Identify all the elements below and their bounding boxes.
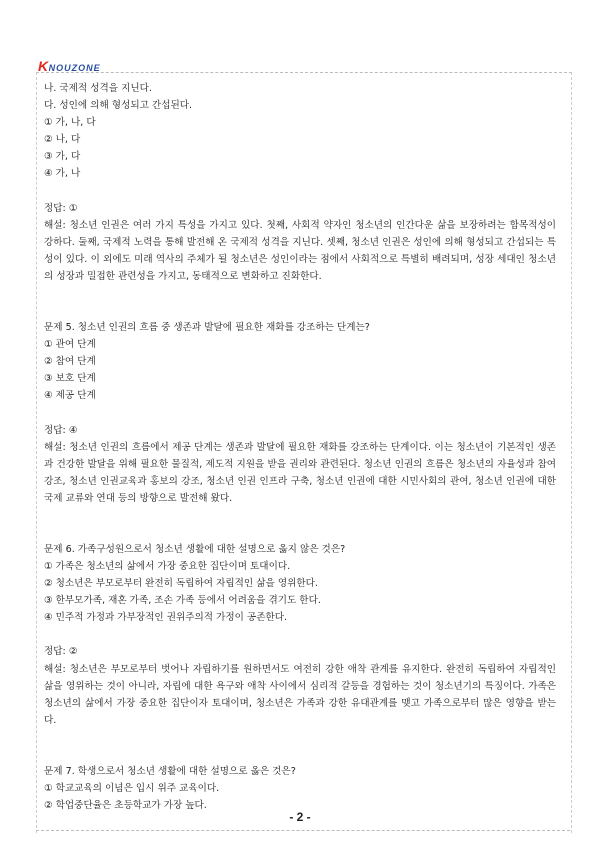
q6-question: 문제 6. 가족구성원으로서 청소년 생활에 대한 설명으로 옳지 않은 것은? — [44, 543, 346, 555]
q5-option-2: ② 참여 단계 — [44, 356, 96, 368]
logo-k: K — [38, 58, 49, 74]
q5-explanation: 해설: 청소년 인권의 흐름에서 제공 단계는 생존과 발달에 필요한 재화를 강조하는 단계이다. 이는 청소년이 기본적인 생존과 건강한 발달을 위해 필요한 물질적, 제도적 지원을 받을 권리와 관련된다. 청소년 인권의 흐름은 청소년의 자율성과 참여 강조, 청소년 인권교육과 홍보의 강조, 청소년 인권 인프라 구축, 청소년 인권에 대한 시민사회의 관여, 청소년 인권에 대한 국제 교류와 연대 등의 방향으로 발전해 왔다. — [44, 441, 556, 504]
q4-explanation: 해설: 청소년 인권은 여러 가지 특성을 가지고 있다. 첫째, 사회적 약자인 청소년의 인간다운 삶을 보장하려는 합목적성이 강하다. 둘째, 국제적 노력을 통해 발전해 온 국제적 성격을 지닌다. 셋째, 청소년 인권은 성인에 의해 형성되고 간섭되는 특성이 있다. 이 외에도 미래 역사의 주체가 될 청소년은 성인이라는 점에서 사회적으로 특별히 배려되며, 성장 세대인 청소년의 성장과 밀접한 관련성을 가지고, 동태적으로 변화하고 진화한다. — [44, 219, 556, 282]
q4-answer: 정답: ① — [44, 202, 78, 214]
q4-option-4: ④ 가, 나 — [44, 168, 81, 180]
logo-text: NOUZONE — [48, 63, 101, 73]
q6-option-3: ③ 한부모가족, 재혼 가족, 조손 가족 등에서 어려움을 겪기도 한다. — [44, 595, 321, 607]
q4-option-1: ① 가, 나, 다 — [44, 117, 96, 129]
q6-answer: 정답: ② — [44, 646, 78, 658]
q6-option-1: ① 가족은 청소년의 삶에서 가장 중요한 집단이며 토대이다. — [44, 561, 291, 573]
header-logo — [38, 56, 101, 72]
q5-option-1: ① 관여 단계 — [44, 339, 96, 351]
q4-option-2: ② 나, 다 — [44, 134, 81, 146]
q6-option-4: ④ 민주적 가정과 가부장적인 권위주의적 가정이 공존한다. — [44, 612, 288, 624]
q4-option-3: ③ 가, 다 — [44, 151, 81, 163]
q6-explanation: 해설: 청소년은 부모로부터 벗어나 자립하기를 원하면서도 여전히 강한 애착 관계를 유지한다. 완전히 독립하여 자립적인 삶을 영위하는 것이 아니라, 자립에 대한 욕구와 애착 사이에서 심리적 갈등을 경험하는 것이 청소년기의 특징이다. 가족은 청소년의 삶에서 가장 중요한 집단이자 토대이며, 청소년은 가족과 강한 유대관계를 맺고 가족으로부터 많은 영향을 받는다. — [44, 663, 556, 726]
q5-option-4: ④ 제공 단계 — [44, 390, 96, 402]
document-body — [44, 80, 556, 814]
q7-option-1: ① 학교교육의 이념은 입시 위주 교육이다. — [44, 783, 220, 794]
q4-item-na: 나. 국제적 성격을 지닌다. — [44, 83, 152, 94]
q5-question: 문제 5. 청소년 인권의 흐름 중 생존과 발달에 필요한 재화를 강조하는 단계는? — [44, 322, 370, 334]
q5-option-3: ③ 보호 단계 — [44, 373, 96, 385]
q7-option-2: ② 학업중단율은 초등학교가 가장 높다. — [44, 800, 207, 812]
q5-answer: 정답: ④ — [44, 424, 78, 436]
footer-divider — [36, 830, 570, 831]
q4-item-da: 다. 성인에 의해 형성되고 간섭된다. — [44, 100, 193, 112]
page-number: - 2 - — [289, 810, 311, 824]
q7-question: 문제 7. 학생으로서 청소년 생활에 대한 설명으로 옳은 것은? — [44, 765, 296, 777]
q6-option-2: ② 청소년은 부모로부터 완전히 독립하여 자립적인 삶을 영위한다. — [44, 578, 318, 590]
